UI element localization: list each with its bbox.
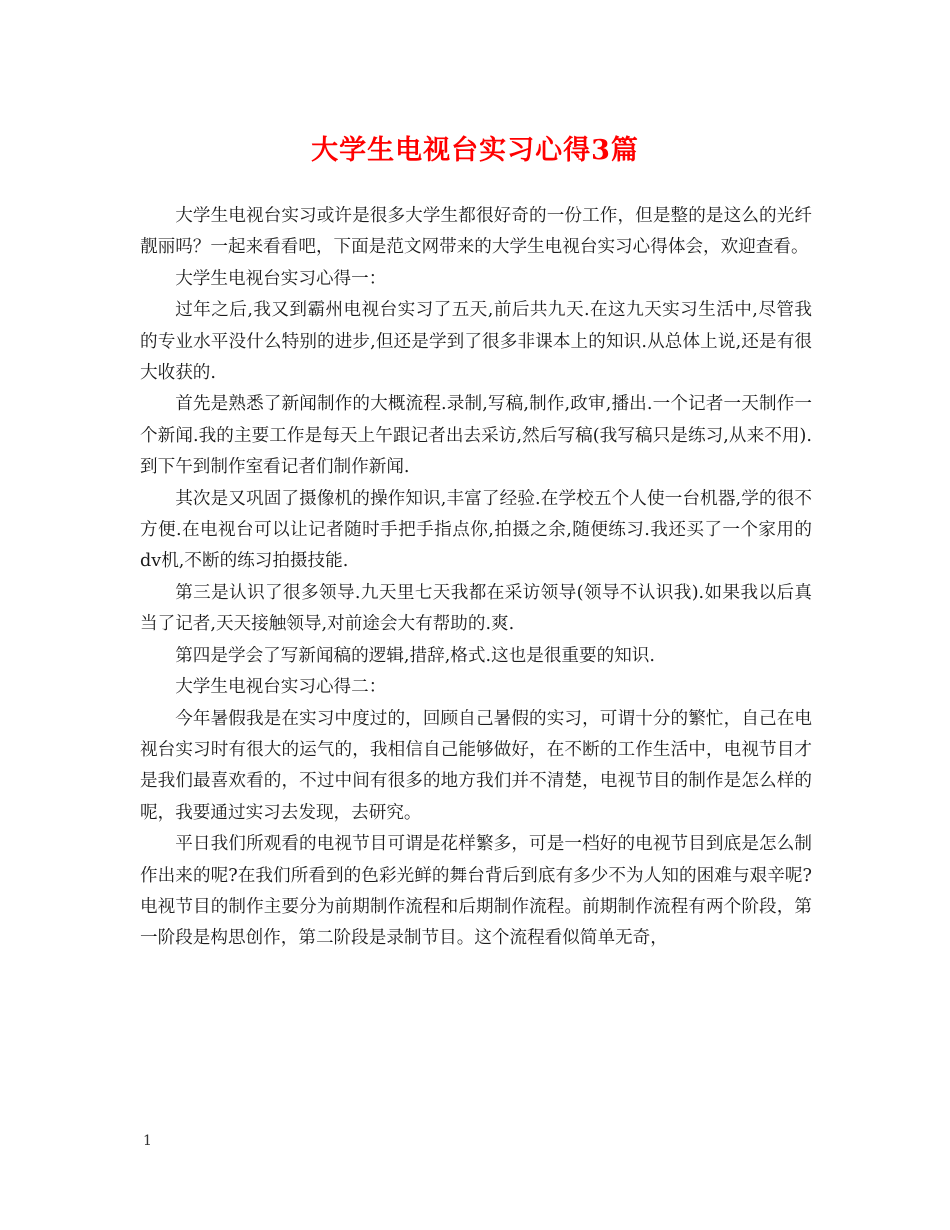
section-heading: 大学生电视台实习心得二： (175, 677, 387, 698)
paragraph: 第四是学会了写新闻稿的逻辑,措辞,格式.这也是很重要的知识. (175, 645, 655, 666)
document-title: 大学生电视台实习心得3篇 (311, 135, 639, 166)
paragraph: 其次是又巩固了摄像机的操作知识,丰富了经验.在学校五个人使一台机器,学的很不方便.在电视台可以让记者随时手把手指点你,拍摄之余,随便练习.我还买了一个家用的dv机,不断的练习拍摄技能. (140, 488, 812, 572)
document-body (140, 201, 812, 955)
paragraph: 过年之后,我又到霸州电视台实习了五天,前后共九天.在这九天实习生活中,尽管我的专业水平没什么特别的进步,但还是学到了很多非课本上的知识.从总体上说,还是有很大收获的. (140, 300, 812, 384)
section-heading: 大学生电视台实习心得一： (175, 268, 387, 289)
page-number: 1 (143, 1133, 152, 1149)
paragraph: 今年暑假我是在实习中度过的，回顾自己暑假的实习，可谓十分的繁忙，自己在电视台实习时有很大的运气的，我相信自己能够做好，在不断的工作生活中，电视节目才是我们最喜欢看的，不过中间有很多的地方我们并不清楚，电视节目的制作是怎么样的呢，我要通过实习去发现，去研究。 (140, 708, 812, 823)
paragraph: 第三是认识了很多领导.九天里七天我都在采访领导(领导不认识我).如果我以后真当了记者,天天接触领导,对前途会大有帮助的.爽. (140, 582, 812, 635)
paragraph: 首先是熟悉了新闻制作的大概流程.录制,写稿,制作,政审,播出.一个记者一天制作一个新闻.我的主要工作是每天上午跟记者出去采访,然后写稿(我写稿只是练习,从来不用).到下午到制作室看记者们制作新闻. (140, 394, 812, 478)
paragraph: 大学生电视台实习或许是很多大学生都很好奇的一份工作，但是整的是这么的光纤靓丽吗？一起来看看吧，下面是范文网带来的大学生电视台实习心得体会，欢迎查看。 (140, 206, 812, 258)
paragraph: 平日我们所观看的电视节目可谓是花样繁多，可是一档好的电视节目到底是怎么制作出来的呢?在我们所看到的色彩光鲜的舞台背后到底有多少不为人知的困难与艰辛呢?电视节目的制作主要分为前期制作流程和后期制作流程。前期制作流程有两个阶段，第一阶段是构思创作，第二阶段是录制节目。这个流程看似简单无奇， (140, 834, 812, 949)
